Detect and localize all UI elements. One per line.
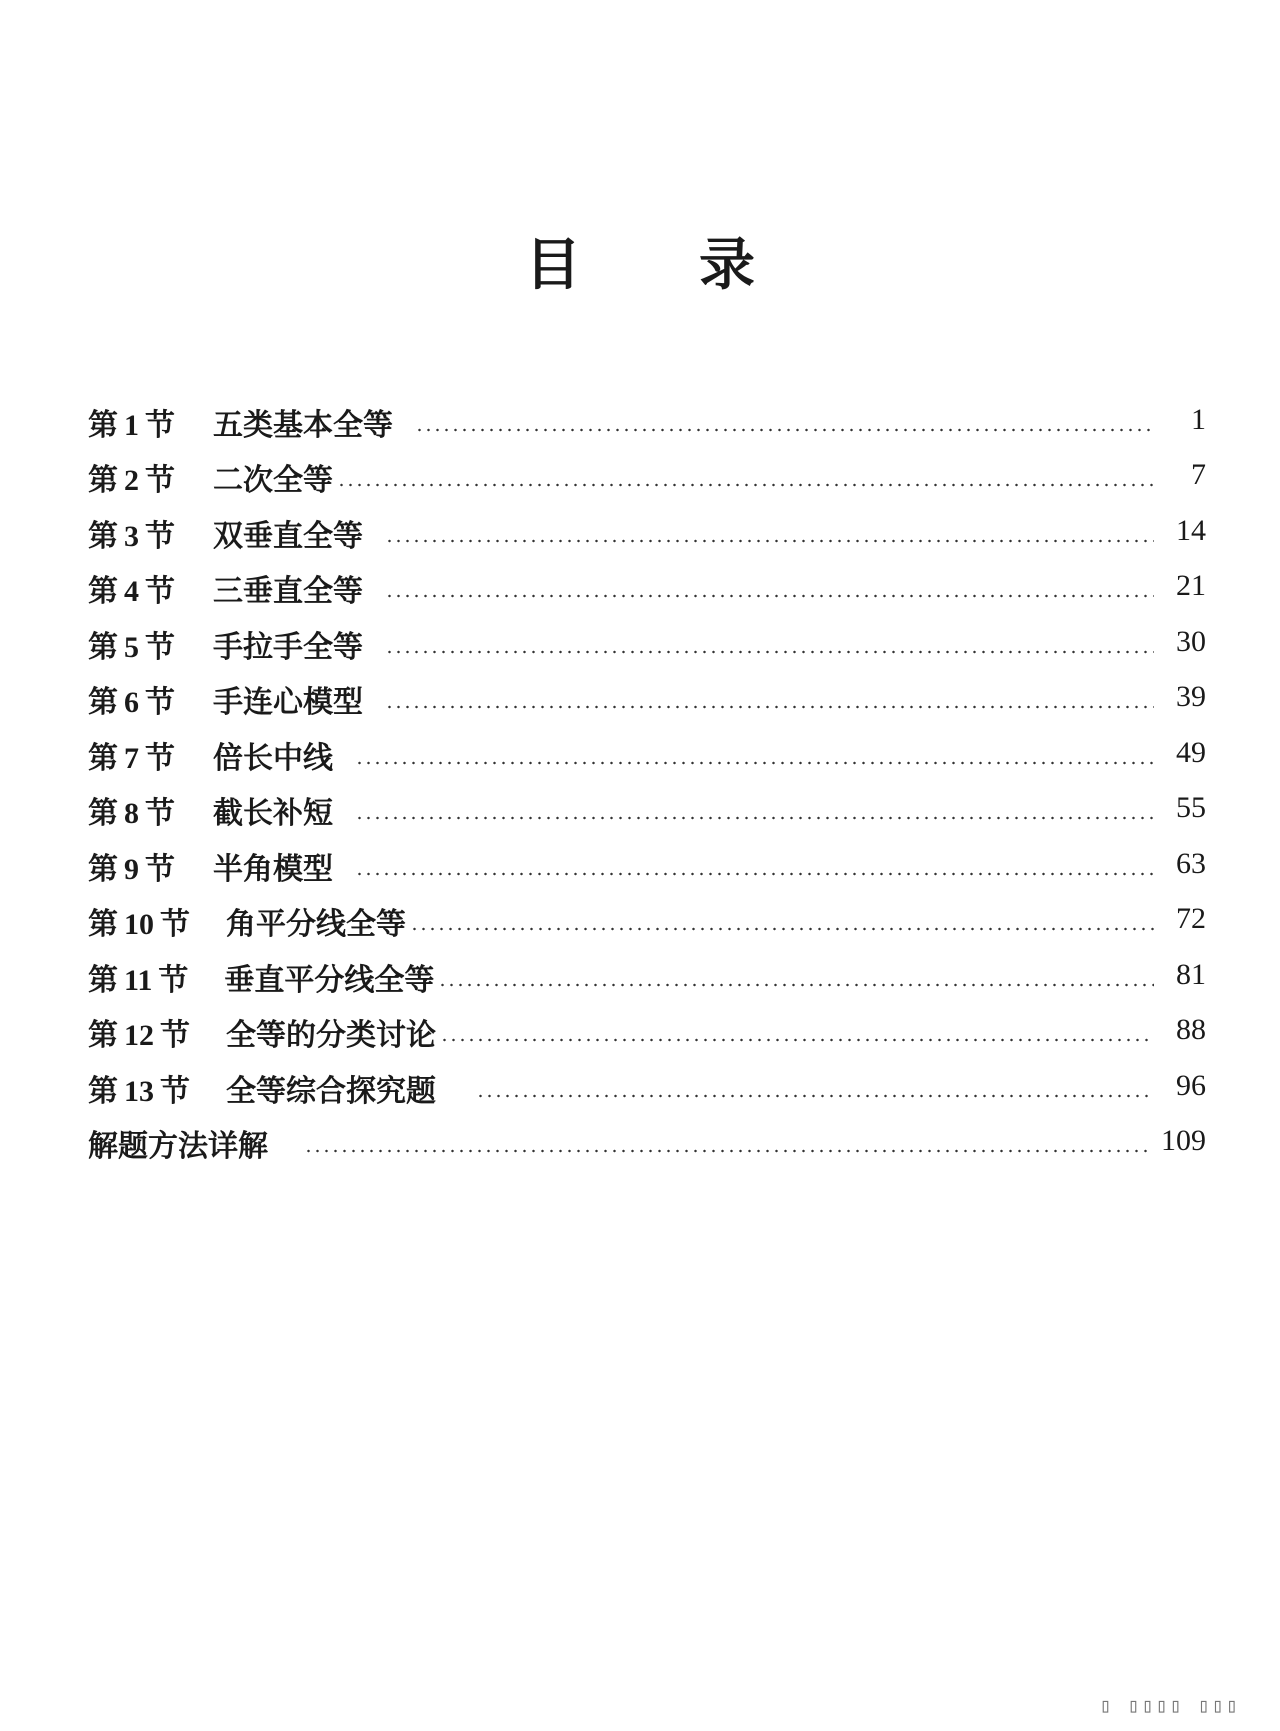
section-number: 第 6 节 bbox=[88, 685, 175, 721]
toc-entry[interactable] bbox=[88, 1064, 1206, 1120]
section-title: 解题方法详解 bbox=[88, 1129, 268, 1165]
section-title: 二次全等 bbox=[213, 463, 333, 499]
toc-entry[interactable] bbox=[88, 398, 1206, 454]
page-number: 30 bbox=[1176, 624, 1206, 658]
toc-entry[interactable] bbox=[88, 1120, 1206, 1176]
toc-entry[interactable] bbox=[88, 620, 1206, 676]
page-number: 14 bbox=[1176, 513, 1206, 547]
section-number: 第 12 节 bbox=[88, 1018, 190, 1054]
page-number: 21 bbox=[1176, 569, 1206, 603]
page-number: 109 bbox=[1161, 1124, 1206, 1158]
dot-leader bbox=[385, 705, 1154, 709]
toc-entry[interactable] bbox=[88, 1009, 1206, 1065]
toc-entry[interactable] bbox=[88, 731, 1206, 787]
section-title: 五类基本全等 bbox=[213, 407, 393, 443]
section-number: 第 2 节 bbox=[88, 463, 175, 499]
toc-entry[interactable] bbox=[88, 676, 1206, 732]
section-title: 垂直平分线全等 bbox=[224, 962, 435, 998]
page-number: 39 bbox=[1176, 680, 1206, 714]
section-number: 第 13 节 bbox=[88, 1073, 190, 1109]
section-number: 第 1 节 bbox=[88, 407, 175, 443]
toc-entry[interactable] bbox=[88, 509, 1206, 565]
dot-leader bbox=[476, 1094, 1154, 1098]
page-number: 1 bbox=[1191, 402, 1206, 436]
section-title: 三垂直全等 bbox=[213, 574, 363, 610]
section-title: 手连心模型 bbox=[213, 685, 363, 721]
section-title: 手拉手全等 bbox=[213, 629, 363, 665]
title-char-1: 目 bbox=[525, 233, 581, 298]
section-title: 双垂直全等 bbox=[213, 518, 363, 554]
section-number: 第 10 节 bbox=[88, 907, 190, 943]
dot-leader bbox=[385, 594, 1154, 598]
section-number: 第 3 节 bbox=[88, 518, 175, 554]
dot-leader bbox=[355, 761, 1154, 765]
section-number: 第 5 节 bbox=[88, 629, 175, 665]
section-number: 第 11 节 bbox=[88, 962, 189, 998]
section-number: 第 4 节 bbox=[88, 574, 175, 610]
section-number: 第 7 节 bbox=[88, 740, 175, 776]
corner-scan-mark: ▯ ▯▯▯▯ ▯▯▯ bbox=[1099, 1693, 1240, 1717]
section-title: 角平分线全等 bbox=[226, 907, 406, 943]
dot-leader bbox=[355, 872, 1154, 876]
toc-entry[interactable] bbox=[88, 953, 1206, 1009]
section-title: 全等的分类讨论 bbox=[226, 1018, 436, 1054]
page-number: 7 bbox=[1191, 458, 1206, 492]
toc-entry[interactable] bbox=[88, 787, 1206, 843]
title-char-2: 录 bbox=[699, 233, 755, 298]
section-title: 全等综合探究题 bbox=[226, 1073, 436, 1109]
dot-leader bbox=[337, 483, 1154, 487]
section-number: 第 9 节 bbox=[88, 851, 175, 887]
dot-leader bbox=[304, 1149, 1149, 1153]
toc-entry[interactable] bbox=[88, 842, 1206, 898]
page-title bbox=[0, 233, 1280, 298]
dot-leader bbox=[438, 983, 1154, 987]
section-title: 倍长中线 bbox=[213, 740, 333, 776]
section-number: 第 8 节 bbox=[88, 796, 175, 832]
dot-leader bbox=[410, 927, 1154, 931]
dot-leader bbox=[440, 1038, 1154, 1042]
toc-entry[interactable] bbox=[88, 565, 1206, 621]
toc-entry[interactable] bbox=[88, 454, 1206, 510]
section-title: 半角模型 bbox=[213, 851, 333, 887]
page-number: 96 bbox=[1176, 1068, 1206, 1102]
page-number: 88 bbox=[1176, 1013, 1206, 1047]
table-of-contents bbox=[88, 398, 1206, 1175]
page-number: 72 bbox=[1176, 902, 1206, 936]
dot-leader bbox=[385, 650, 1154, 654]
page-number: 81 bbox=[1176, 957, 1206, 991]
section-title: 截长补短 bbox=[213, 796, 333, 832]
page-number: 49 bbox=[1176, 735, 1206, 769]
dot-leader bbox=[355, 816, 1154, 820]
dot-leader bbox=[415, 428, 1154, 432]
page-number: 63 bbox=[1176, 846, 1206, 880]
dot-leader bbox=[385, 539, 1154, 543]
toc-entry[interactable] bbox=[88, 898, 1206, 954]
page-number: 55 bbox=[1176, 791, 1206, 825]
